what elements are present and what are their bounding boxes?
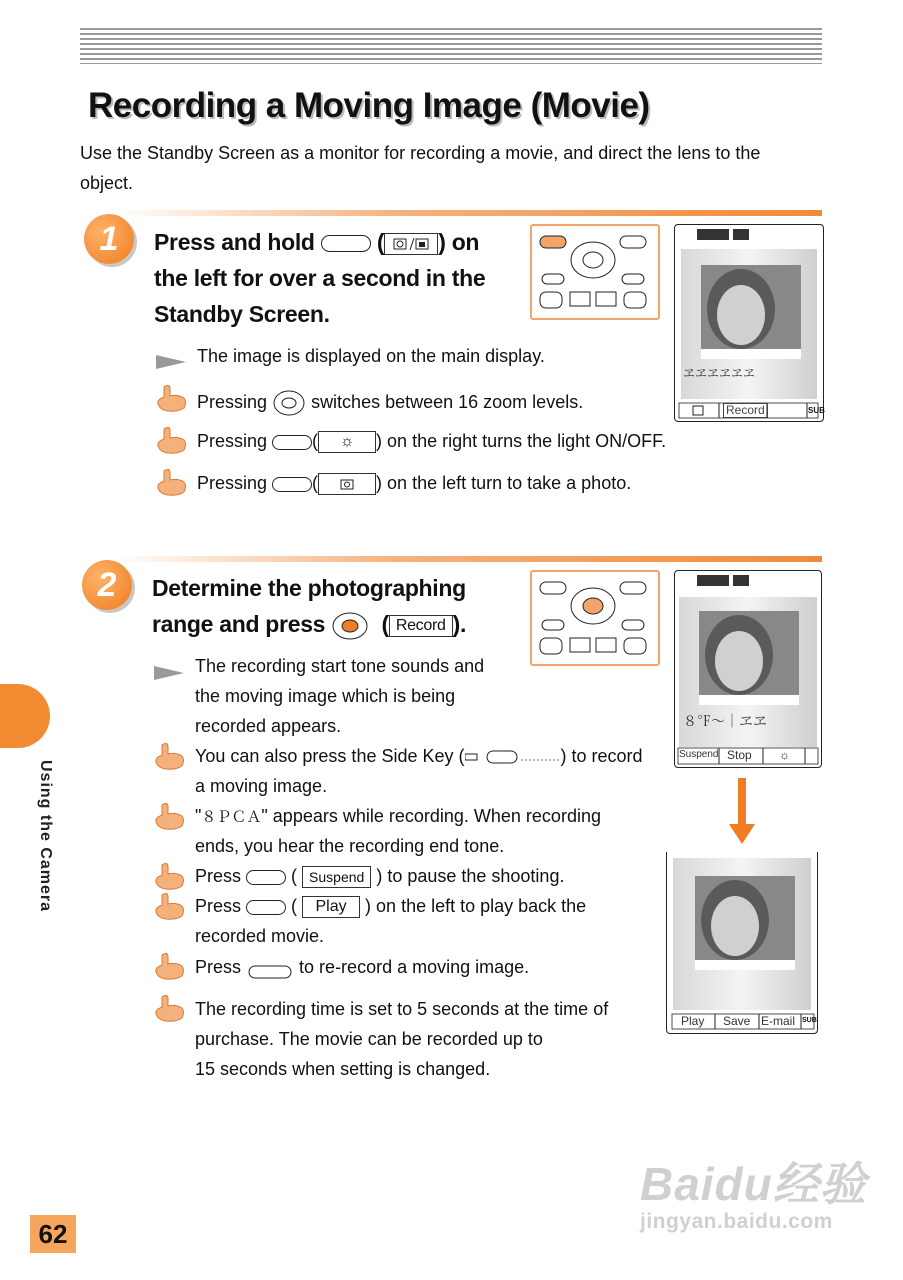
- softkey-email-label: E-mail: [761, 1014, 796, 1028]
- phone-screen-1: [674, 224, 824, 422]
- right-soft-key-icon: [272, 435, 312, 450]
- softkey-stop-label: Stop: [727, 748, 752, 762]
- step1-title-part1: Press and hold: [154, 229, 315, 255]
- step1-number: 1: [84, 214, 134, 264]
- step2-bullet-7-l3: 15 seconds when setting is changed.: [195, 1059, 491, 1079]
- step2-bullet-2-l2: a moving image.: [195, 776, 328, 796]
- svg-text:ヱヱヱヱヱヱ: ヱヱヱヱヱヱ: [683, 366, 756, 380]
- step2-bullet-4: Press ( Suspend ) to pause the shooting.: [195, 866, 564, 888]
- watermark-line1: Baidu经验: [640, 1158, 867, 1210]
- nav-key-icon: [272, 389, 306, 417]
- down-arrow-head-icon: [729, 824, 755, 844]
- step2-title-line2-pre: range and press: [152, 611, 326, 637]
- header-stripes: [80, 28, 822, 64]
- step2-bullet-7-l2: purchase. The movie can be recorded up to: [195, 1029, 543, 1049]
- section-tab: [0, 684, 50, 748]
- recording-status-text: ８℉～｜ヱヱ: [683, 713, 767, 729]
- camera-icon: [318, 473, 376, 495]
- light-icon: ☼: [318, 431, 376, 453]
- step1-bullet-4-post: ) on the left turn to take a photo.: [376, 473, 632, 493]
- hand-hint-icon: [156, 384, 188, 412]
- step2-bullet-1-l2: the moving image which is being: [195, 686, 456, 706]
- light-softkey-icon: ☼: [779, 748, 790, 762]
- down-arrow-icon: [738, 778, 746, 828]
- step1-title-line3: Standby Screen.: [154, 301, 330, 327]
- step1-title-line2: the left for over a second in the: [154, 265, 486, 291]
- step2-bullet-3-l2: ends, you hear the recording end tone.: [195, 836, 505, 856]
- softkey-suspend-label: Suspend: [679, 749, 719, 760]
- step2-bullet-1-l1: The recording start tone sounds and: [195, 656, 485, 676]
- step2-bullet-1-l3: recorded appears.: [195, 716, 342, 736]
- step2-bullet-5: Press ( Play ) on the left to play back the: [195, 896, 586, 918]
- step2-bullet-6-pre: Press: [195, 956, 242, 977]
- step1-bullet-1: The image is displayed on the main display.: [197, 346, 545, 366]
- step2-bullet-3-quote: ": [195, 806, 202, 826]
- step2-bullet-7-l1: The recording time is set to 5 seconds at the time of: [195, 999, 609, 1019]
- phone-screen-2: [674, 570, 822, 768]
- arrow-bullet-icon: [154, 666, 184, 680]
- step2-bar: [112, 556, 822, 562]
- softkey-record-label: Record: [723, 403, 768, 418]
- suspend-label-box: Suspend: [302, 866, 371, 888]
- step2-title: Determine the photographing range and press ( Record ).: [152, 570, 522, 642]
- step2-bullet-4-post: ) to pause the shooting.: [376, 866, 565, 886]
- hand-hint-icon: [154, 952, 186, 980]
- watermark: [640, 1148, 867, 1234]
- step2-bullet-3-l1: [195, 806, 601, 827]
- step1-bullet-3-post: ) on the right turns the light ON/OFF.: [376, 431, 667, 451]
- hand-hint-icon: [154, 742, 186, 770]
- softkey-save-label: Save: [723, 1014, 751, 1028]
- step1-bullet-2: [197, 389, 583, 417]
- step2-bullet-2-post: ) to record: [560, 746, 643, 766]
- step1-bullet-2-post: switches between 16 zoom levels.: [311, 391, 584, 412]
- hand-hint-icon: [154, 802, 186, 830]
- step2-bullet-6: [195, 956, 529, 980]
- left-soft-key-icon: [246, 870, 286, 885]
- softkey-sub-label-3: SUB: [802, 1017, 817, 1024]
- left-soft-key-icon: [246, 900, 286, 915]
- step1-bullet-3-pre: Pressing: [197, 431, 268, 451]
- side-key-icon: [465, 749, 561, 765]
- hand-hint-icon: [156, 426, 188, 454]
- step2-title-line1: Determine the photographing: [152, 575, 466, 601]
- step1-bullet-3: Pressing ( ☼ ) on the right turns the light ON/OFF.: [197, 431, 666, 453]
- hand-hint-icon: [154, 892, 186, 920]
- step2-bullet-3-post: " appears while recording. When recording: [261, 806, 601, 826]
- step2-bullet-5-l2: recorded movie.: [195, 926, 325, 946]
- softkey-play-label: Play: [681, 1014, 705, 1028]
- step2-bullet-5-pre: Press: [195, 896, 242, 916]
- step2-bullet-2-pre: You can also press the Side Key (: [195, 746, 465, 766]
- intro-text: Use the Standby Screen as a monitor for recording a movie, and direct the lens to the object.: [80, 143, 761, 193]
- step1-bullet-2-pre: Pressing: [197, 391, 268, 412]
- left-soft-key-icon: [321, 235, 371, 252]
- recording-indicator-code: ８ＰＣＡ: [201, 808, 262, 826]
- keypad-illustration-1: [530, 224, 660, 320]
- step2-number: 2: [82, 560, 132, 610]
- hand-hint-icon: [154, 862, 186, 890]
- hand-hint-icon: [154, 994, 186, 1022]
- center-key-icon: [331, 611, 369, 641]
- step2-bullet-2-l1: [195, 746, 643, 767]
- clear-key-icon: [246, 956, 294, 980]
- step1-title: Press and hold ( ) on the left for over a second in the Standby Screen.: [154, 224, 524, 332]
- step1-bar: [112, 210, 822, 216]
- step2-bullet-5-post: ) on the left to play back the: [365, 896, 587, 916]
- softkey-sub-label: SUB: [808, 406, 825, 415]
- arrow-bullet-icon: [156, 355, 186, 369]
- step2-bullet-4-pre: Press: [195, 866, 242, 886]
- page-number: 62: [30, 1215, 76, 1253]
- step1-bullet-4-pre: Pressing: [197, 473, 268, 493]
- left-soft-key-icon: [272, 477, 312, 492]
- section-label: Using the Camera: [37, 760, 54, 913]
- step1-title-part2: on: [451, 229, 480, 255]
- record-label-box: Record: [389, 615, 453, 637]
- hand-hint-icon: [156, 468, 188, 496]
- phone-screen-3: [666, 852, 818, 1034]
- step1-bullet-4: Pressing ( ) on the left turn to take a photo.: [197, 473, 631, 495]
- step2-bullet-6-post: to re-record a moving image.: [299, 956, 530, 977]
- play-label-box: Play: [302, 896, 360, 918]
- camera-mode-icon: [384, 233, 438, 255]
- watermark-line2: jingyan.baidu.com: [640, 1210, 833, 1233]
- page-title: Recording a Moving Image (Movie): [88, 86, 650, 125]
- keypad-illustration-2: [530, 570, 660, 666]
